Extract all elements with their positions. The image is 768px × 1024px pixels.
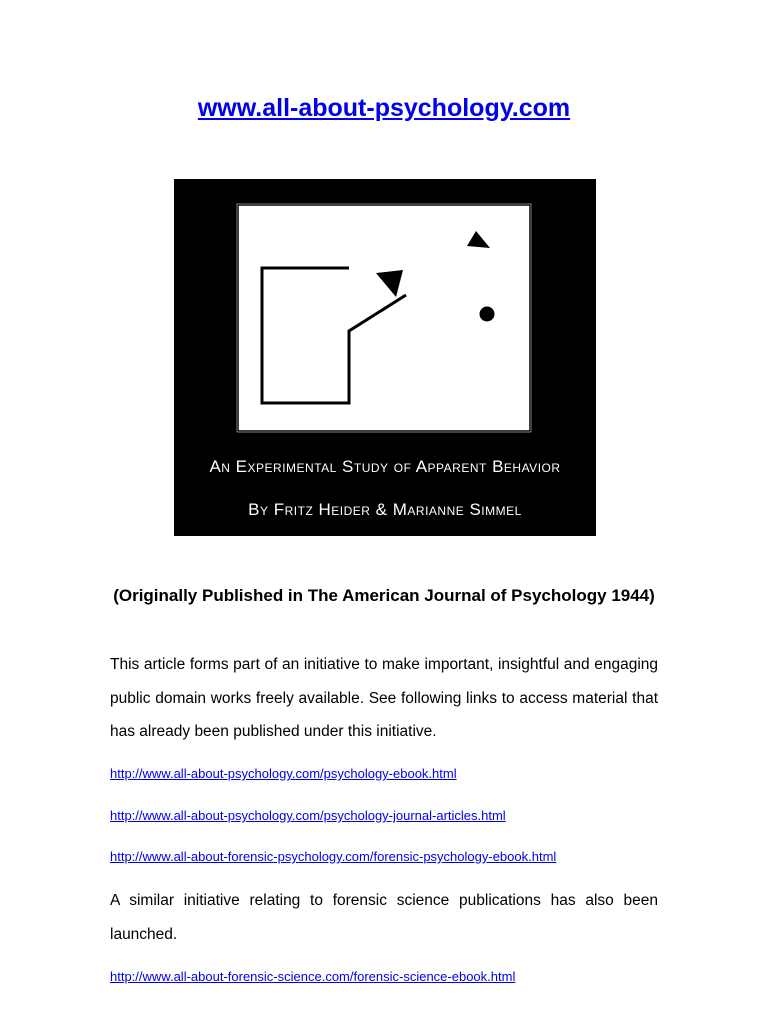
site-link[interactable]: www.all-about-psychology.com	[197, 94, 571, 122]
book-cover-image	[174, 179, 596, 536]
publication-note: (Originally Published in The American Journal of Psychology 1944)	[113, 586, 655, 605]
forensic-paragraph: A similar initiative relating to forensic science publications has also been launched.	[110, 892, 658, 943]
cover-title: An Experimental Study of Apparent Behavior	[209, 457, 561, 476]
heider-simmel-figure	[174, 179, 596, 536]
intro-paragraph: This article forms part of an initiative to make important, insightful and engaging public domain works freely available. See following links to access material that has already been published under this initiative.	[110, 656, 658, 740]
journal-articles-link[interactable]: http://www.all-about-psychology.com/psychology-journal-articles.html	[110, 808, 506, 823]
circle-shape	[480, 307, 495, 322]
cover-authors: By Fritz Heider & Marianne Simmel	[248, 500, 522, 519]
psychology-ebook-link[interactable]: http://www.all-about-psychology.com/psychology-ebook.html	[110, 766, 457, 781]
forensic-psychology-ebook-link[interactable]: http://www.all-about-forensic-psychology.com/forensic-psychology-ebook.html	[110, 849, 557, 864]
forensic-science-ebook-link[interactable]: http://www.all-about-forensic-science.com/forensic-science-ebook.html	[110, 969, 516, 984]
